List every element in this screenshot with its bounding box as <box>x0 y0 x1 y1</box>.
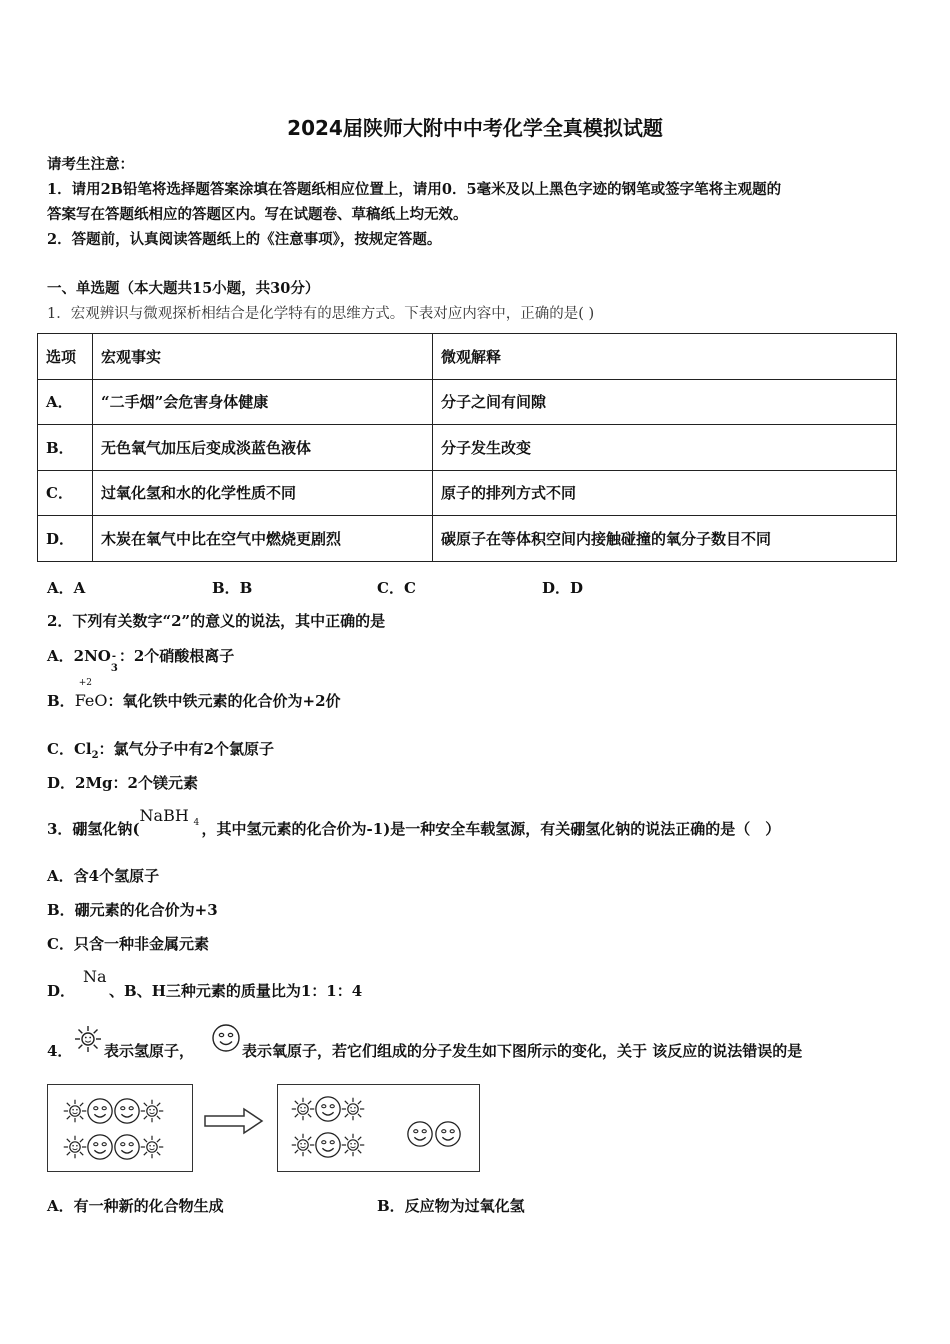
hydrogen-atom-icon <box>141 1100 164 1123</box>
table-cell: 过氧化氢和水的化学性质不同 <box>93 470 433 516</box>
table-cell: 碳原子在等体积空间内接触碰撞的氧分子数目不同 <box>433 516 897 562</box>
table-cell: 木炭在氧气中比在空气中燃烧更剧烈 <box>93 516 433 562</box>
q4-option-b: B．反应物为过氧化氢 <box>377 1197 525 1215</box>
reactants-box <box>47 1084 193 1172</box>
q1-option-c: C．C <box>377 579 416 597</box>
table-cell: 原子的排列方式不同 <box>433 470 897 516</box>
q1-option-a: A．A <box>47 579 86 597</box>
table-header-cell: 微观解释 <box>433 334 897 380</box>
table-cell: D． <box>38 516 93 562</box>
oxygen-atom-icon <box>88 1135 112 1159</box>
question-1-table <box>37 333 897 562</box>
q3-option-d <box>47 967 363 1001</box>
q3-formula: NaBH <box>139 806 189 825</box>
question-1-stem: 1．宏观辨识与微观探析相结合是化学特有的思维方式。下表对应内容中，正确的是( ) <box>47 306 595 322</box>
question-2-stem: 2．下列有关数字“2”的意义的说法，其中正确的是 <box>47 612 386 630</box>
table-header-cell: 宏观事实 <box>93 334 433 380</box>
product-molecules <box>278 1085 479 1171</box>
q4-option-a: A．有一种新的化合物生成 <box>47 1197 224 1215</box>
q2-option-a-sup: - <box>111 651 117 662</box>
q2-option-b-valence: +2 <box>78 678 92 688</box>
q2-option-a-text: ：2个硝酸根离子 <box>118 647 235 665</box>
table-row <box>38 425 897 471</box>
oxygen-atom-icon <box>408 1122 432 1146</box>
reactant-molecules <box>48 1085 192 1171</box>
hydrogen-atom-icon <box>342 1098 365 1121</box>
table-cell: “二手烟”会危害身体健康 <box>93 379 433 425</box>
table-row <box>38 470 897 516</box>
q4-text-1: 表示氢原子， <box>104 1042 195 1060</box>
hydrogen-atom-icon <box>292 1134 315 1157</box>
q2-option-b <box>47 678 341 711</box>
table-header-row <box>38 334 897 380</box>
q2-option-c-text: ：氯气分子中有2个氯原子 <box>98 740 274 758</box>
q3-formula-sub: 4 <box>193 818 200 828</box>
question-4-number: 4． <box>47 1042 73 1060</box>
q2-option-d: D．2Mg：2个镁元素 <box>47 774 198 792</box>
q3-option-c: C．只含一种非金属元素 <box>47 935 209 953</box>
q2-option-a <box>47 645 235 674</box>
table-cell: A． <box>38 379 93 425</box>
q3-stem-suffix: ，其中氢元素的化合价为-1)是一种安全车载氢源，有关硼氢化钠的说法正确的是（ ） <box>201 820 781 838</box>
table-row <box>38 379 897 425</box>
q1-option-b: B．B <box>212 579 253 597</box>
oxygen-atom-icon <box>436 1122 460 1146</box>
table-cell: 分子之间有间隙 <box>433 379 897 425</box>
q2-option-c-sub: 2 <box>91 750 99 761</box>
q2-option-a-prefix: A．2NO <box>47 647 111 665</box>
oxygen-atom-icon <box>115 1135 139 1159</box>
notice-line-1: 1．请用2B铅笔将选择题答案涂填在答题纸相应位置上，请用0．5毫米及以上黑色字迹的钢笔或签字笔将主观题的 <box>47 181 782 198</box>
hydrogen-atom-icon <box>64 1136 87 1159</box>
q2-option-b-text: ：氧化铁中铁元素的化合价为+2价 <box>107 692 341 710</box>
q2-option-b-formula: FeO <box>74 691 108 710</box>
question-3-stem <box>47 806 781 839</box>
oxygen-atom-icon <box>316 1133 340 1157</box>
hydrogen-atom-icon <box>141 1136 164 1159</box>
page-title: 2024届陕师大附中中考化学全真模拟试题 <box>287 116 663 140</box>
table-cell: 分子发生改变 <box>433 425 897 471</box>
q2-option-c <box>47 738 274 761</box>
q3-option-a: A．含4个氢原子 <box>47 867 160 885</box>
q3-option-b: B．硼元素的化合价为+3 <box>47 901 218 919</box>
table-header-cell: 选项 <box>38 334 93 380</box>
q3-stem-prefix: 3．硼氢化钠( <box>47 820 140 838</box>
hydrogen-atom-icon <box>64 1100 87 1123</box>
q2-option-c-prefix: C．Cl <box>47 740 92 758</box>
notice-heading: 请考生注意： <box>47 156 134 173</box>
section-heading: 一、单选题（本大题共15小题，共30分） <box>47 280 320 297</box>
hydrogen-atom-icon <box>292 1098 315 1121</box>
products-box <box>277 1084 480 1172</box>
table-row <box>38 516 897 562</box>
q2-option-a-sub: 3 <box>110 663 118 674</box>
table-cell: 无色氧气加压后变成淡蓝色液体 <box>93 425 433 471</box>
oxygen-atom-icon <box>88 1099 112 1123</box>
q2-option-b-prefix: B． <box>47 692 75 710</box>
oxygen-atom-icon <box>316 1097 340 1121</box>
notice-line-2: 答案写在答题纸相应的答题区内。写在试题卷、草稿纸上均无效。 <box>47 206 468 223</box>
table-cell: B． <box>38 425 93 471</box>
q3-option-d-symbol: Na <box>83 967 107 986</box>
q4-text-2: 表示氧原子，若它们组成的分子发生如下图所示的变化，关于 该反应的说法错误的是 <box>242 1042 803 1060</box>
notice-line-3: 2．答题前，认真阅读答题纸上的《注意事项》，按规定答题。 <box>47 231 442 248</box>
q3-option-d-prefix: D． <box>47 982 76 1000</box>
hydrogen-atom-icon <box>72 1024 104 1054</box>
q3-option-d-text: 、B、H三种元素的质量比为1：1：4 <box>109 982 363 1000</box>
hydrogen-atom-icon <box>342 1134 365 1157</box>
oxygen-atom-icon <box>115 1099 139 1123</box>
table-cell: C． <box>38 470 93 516</box>
reaction-arrow-icon <box>202 1106 266 1136</box>
q1-option-d: D．D <box>542 579 584 597</box>
oxygen-atom-icon <box>210 1022 242 1054</box>
